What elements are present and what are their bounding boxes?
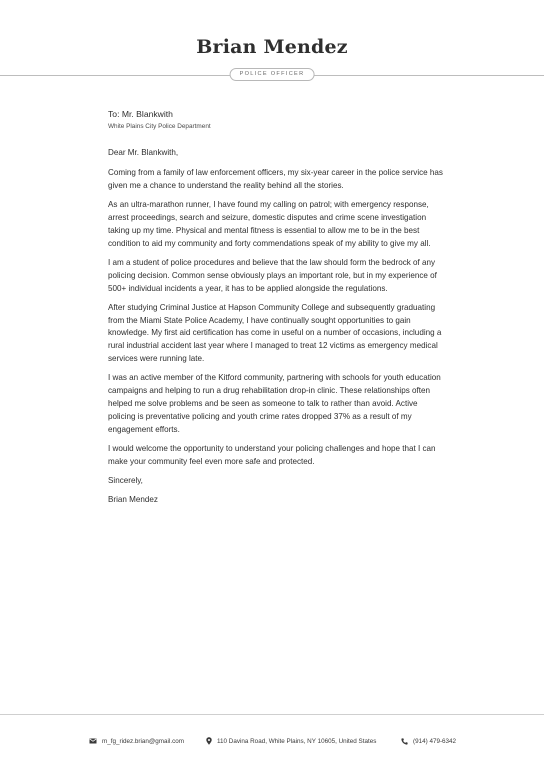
applicant-name: Brian Mendez	[196, 36, 348, 58]
letter-paragraph: Coming from a family of law enforcement officers, my six-year career in the police service has given me a chance to understand the reality behind all the stories.	[108, 167, 443, 190]
recipient-name: To: Mr. Blankwith	[108, 109, 173, 119]
address-text: 110 Davina Road, White Plains, NY 10605, United States	[217, 737, 377, 745]
closing: Sincerely,	[108, 476, 143, 486]
job-title-badge: POLICE OFFICER	[230, 68, 315, 81]
envelope-icon	[89, 738, 97, 744]
contact-address	[206, 735, 376, 747]
letter-paragraph: After studying Criminal Justice at Hapson Community College and subsequently graduating from the Miami State Police Academy, I have continually sought opportunities to gain knowledge. My first aid certification has come in useful on a number of occasions, including a rural industrial accident last year where I managed to treat 12 victims as emergency medical services were running late.	[108, 302, 442, 364]
letter-body	[108, 147, 444, 513]
email-text: m_fg_ridez.brian@gmail.com	[102, 737, 184, 745]
footer-divider	[0, 714, 544, 715]
phone-icon	[401, 738, 408, 745]
location-pin-icon	[206, 737, 212, 745]
contact-footer	[0, 735, 544, 747]
letter-paragraph: I would welcome the opportunity to understand your policing challenges and hope that I can make your community feel even more safe and protected.	[108, 444, 436, 466]
letter-paragraph: I was an active member of the Kitford community, partnering with schools for youth education campaigns and helping to run a drug rehabilitation drop-in clinic. These relationships often helped me solve problems and be seen as someone to talk to rather than avoid. Active policing is preventative policing and youth crime rates dropped 37% as a result of my engagement efforts.	[108, 373, 441, 434]
signature: Brian Mendez	[108, 495, 158, 505]
recipient-organization: White Plains City Police Department	[108, 123, 211, 130]
letter-paragraph: As an ultra-marathon runner, I have found my calling on patrol; with emergency response, arrest proceedings, search and seizure, domestic disputes and crime scene investigation taking up my time. Physical and mental fitness is essential to allow me to be in the best condition to aid my community and forty commendations speak of my ability to give my all.	[108, 199, 431, 248]
phone-text: (914) 479-6342	[413, 737, 457, 745]
contact-phone[interactable]	[401, 735, 456, 747]
letter-paragraph: I am a student of police procedures and believe that the law should form the bedrock of any policing decision. Common sense obviously plays an important role, but in my experience of 500+ individual incidents a year, it has to be applied alongside the regulations.	[108, 257, 437, 293]
salutation: Dear Mr. Blankwith,	[108, 148, 179, 157]
contact-email[interactable]	[89, 735, 184, 747]
